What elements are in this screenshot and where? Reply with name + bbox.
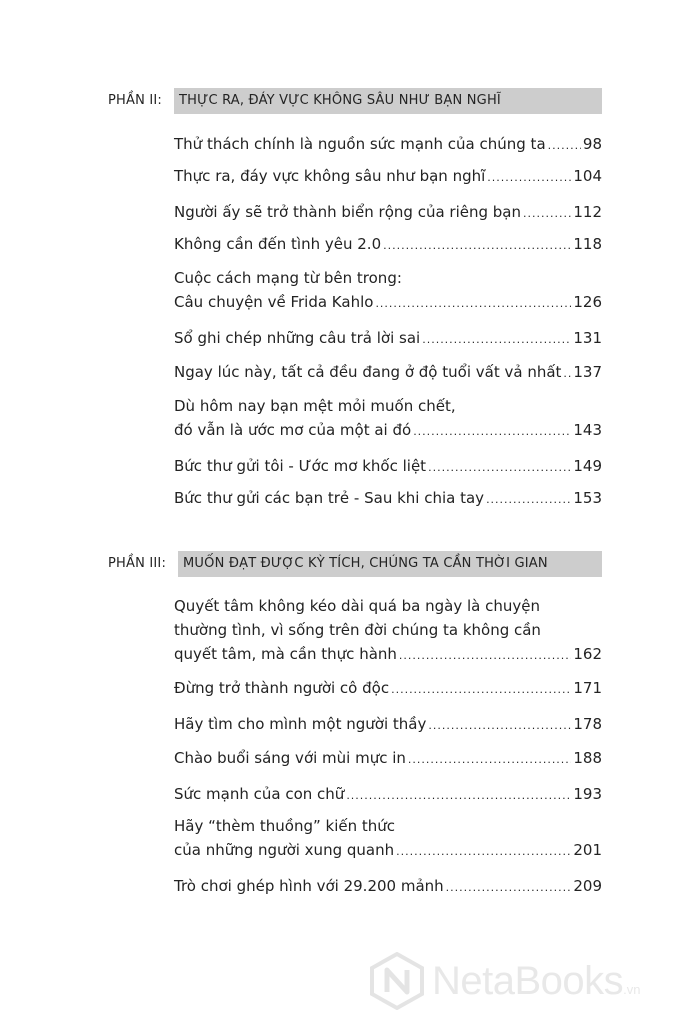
- page-number: 137: [573, 363, 602, 381]
- toc-entry-title: Đừng trở thành người cô độc: [174, 679, 390, 697]
- toc-entry-line: [174, 290, 602, 316]
- toc-entry-line: [174, 164, 602, 190]
- toc-entry-line: [174, 618, 602, 642]
- part-iii-label: PHẦN III:: [108, 556, 167, 571]
- toc-entry: [174, 232, 602, 258]
- page-number: 162: [573, 645, 602, 663]
- toc-entry-line: [174, 486, 602, 512]
- dot-leader: [383, 234, 571, 258]
- dot-leader: [422, 328, 571, 352]
- toc-entry-line: [174, 232, 602, 258]
- dot-leader: [413, 420, 571, 444]
- page-number: 171: [573, 679, 602, 697]
- dot-leader: [428, 714, 571, 738]
- dot-leader: [346, 784, 571, 808]
- page-number: 143: [573, 421, 602, 439]
- toc-entry-line: [174, 454, 602, 480]
- toc-entry-title: thường tình, vì sống trên đời chúng ta không cần: [174, 621, 541, 639]
- dot-leader: [523, 202, 571, 226]
- toc-entry-line: [174, 874, 602, 900]
- toc-entry-line: [174, 676, 602, 702]
- part-iii-title: MUỐN ĐẠT ĐƯỢC KỲ TÍCH, CHÚNG TA CẦN THỜI GIAN: [178, 551, 602, 577]
- toc-entry-title: Hãy tìm cho mình một người thầy: [174, 715, 427, 733]
- toc-entry: [174, 874, 602, 900]
- toc-entry-title: Người ấy sẽ trở thành biển rộng của riêng bạn: [174, 203, 521, 221]
- part-ii-title: THỰC RA, ĐÁY VỰC KHÔNG SÂU NHƯ BẠN NGHĨ: [174, 88, 602, 114]
- toc-entry-title: Dù hôm nay bạn mệt mỏi muốn chết,: [174, 397, 456, 415]
- toc-entry-line: [174, 594, 602, 618]
- toc-entry: [174, 814, 602, 864]
- page-number: 201: [573, 841, 602, 859]
- toc-entry-title: Chào buổi sáng với mùi mực in: [174, 749, 406, 767]
- page-number: 98: [582, 135, 602, 153]
- toc-entry-line: [174, 642, 602, 668]
- dot-leader: [428, 456, 571, 480]
- toc-entry-line: [174, 782, 602, 808]
- watermark-suffix: .vn: [623, 982, 641, 997]
- toc-entry-title: Trò chơi ghép hình với 29.200 mảnh: [174, 877, 444, 895]
- toc-entry-title: Thực ra, đáy vực không sâu như bạn nghĩ: [174, 167, 486, 185]
- toc-entry: [174, 326, 602, 352]
- toc-entry-title: Bức thư gửi tôi - Ước mơ khốc liệt: [174, 457, 427, 475]
- dot-leader: [391, 678, 571, 702]
- toc-entry-title: Ngay lúc này, tất cả đều đang ở độ tuổi vất vả nhất: [174, 363, 562, 381]
- watermark: [368, 948, 686, 1018]
- toc-entry-line: [174, 326, 602, 352]
- page-number: 188: [573, 749, 602, 767]
- toc-entry-line: [174, 394, 602, 418]
- toc-entry-line: [174, 200, 602, 226]
- toc-entry: [174, 266, 602, 316]
- page-number: 153: [573, 489, 602, 507]
- toc-entry-title: quyết tâm, mà cần thực hành: [174, 645, 397, 663]
- toc-entry-line: [174, 418, 602, 444]
- toc-entry: [174, 486, 602, 512]
- dot-leader: [396, 840, 571, 864]
- toc-entry-line: [174, 266, 602, 290]
- netabooks-logo-icon: [368, 952, 426, 1010]
- toc-entry: [174, 132, 602, 158]
- toc-entry-title: Sổ ghi chép những câu trả lời sai: [174, 329, 421, 347]
- dot-leader: [548, 134, 581, 158]
- toc-entry-title: Câu chuyện về Frida Kahlo: [174, 293, 374, 311]
- toc-entry: [174, 594, 602, 668]
- toc-entry: [174, 394, 602, 444]
- toc-entry-title: Bức thư gửi các bạn trẻ - Sau khi chia tay: [174, 489, 485, 507]
- page-number: 131: [573, 329, 602, 347]
- toc-entry-title: Quyết tâm không kéo dài quá ba ngày là chuyện: [174, 597, 540, 615]
- page-number: 112: [573, 203, 602, 221]
- toc-entry: [174, 164, 602, 190]
- page-number: 149: [573, 457, 602, 475]
- toc-entry: [174, 360, 602, 386]
- toc-entry-title: Thử thách chính là nguồn sức mạnh của chúng ta: [174, 135, 546, 153]
- toc-entry: [174, 712, 602, 738]
- page-number: 126: [573, 293, 602, 311]
- page-number: 178: [573, 715, 602, 733]
- page-number: 193: [573, 785, 602, 803]
- toc-entry: [174, 782, 602, 808]
- toc-entry-title: Hãy “thèm thuồng” kiến thức: [174, 817, 396, 835]
- toc-entry-line: [174, 132, 602, 158]
- toc-entry-title: đó vẫn là ước mơ của một ai đó: [174, 421, 412, 439]
- part-ii-label: PHẦN II:: [108, 93, 163, 108]
- toc-entry-line: [174, 712, 602, 738]
- dot-leader: [563, 362, 571, 386]
- page-number: 209: [573, 877, 602, 895]
- toc-entry-title: Không cần đến tình yêu 2.0: [174, 235, 382, 253]
- toc-entry-line: [174, 814, 602, 838]
- dot-leader: [487, 166, 571, 190]
- toc-entry-line: [174, 838, 602, 864]
- toc-entry-line: [174, 360, 602, 386]
- toc-entry-line: [174, 746, 602, 772]
- dot-leader: [399, 644, 571, 668]
- toc-entry-title: Sức mạnh của con chữ: [174, 785, 345, 803]
- dot-leader: [486, 488, 571, 512]
- watermark-brand: NetaBooks: [432, 959, 624, 1003]
- dot-leader: [446, 876, 572, 900]
- watermark-text: [432, 956, 641, 1015]
- toc-entry: [174, 746, 602, 772]
- page-number: 104: [573, 167, 602, 185]
- toc-entry-title: của những người xung quanh: [174, 841, 395, 859]
- dot-leader: [408, 748, 571, 772]
- part-ii-header: [108, 88, 602, 114]
- dot-leader: [375, 292, 571, 316]
- toc-entry-title: Cuộc cách mạng từ bên trong:: [174, 269, 402, 287]
- part-iii-header: [108, 551, 602, 577]
- toc-entry: [174, 200, 602, 226]
- page-number: 118: [573, 235, 602, 253]
- toc-entry: [174, 676, 602, 702]
- toc-entry: [174, 454, 602, 480]
